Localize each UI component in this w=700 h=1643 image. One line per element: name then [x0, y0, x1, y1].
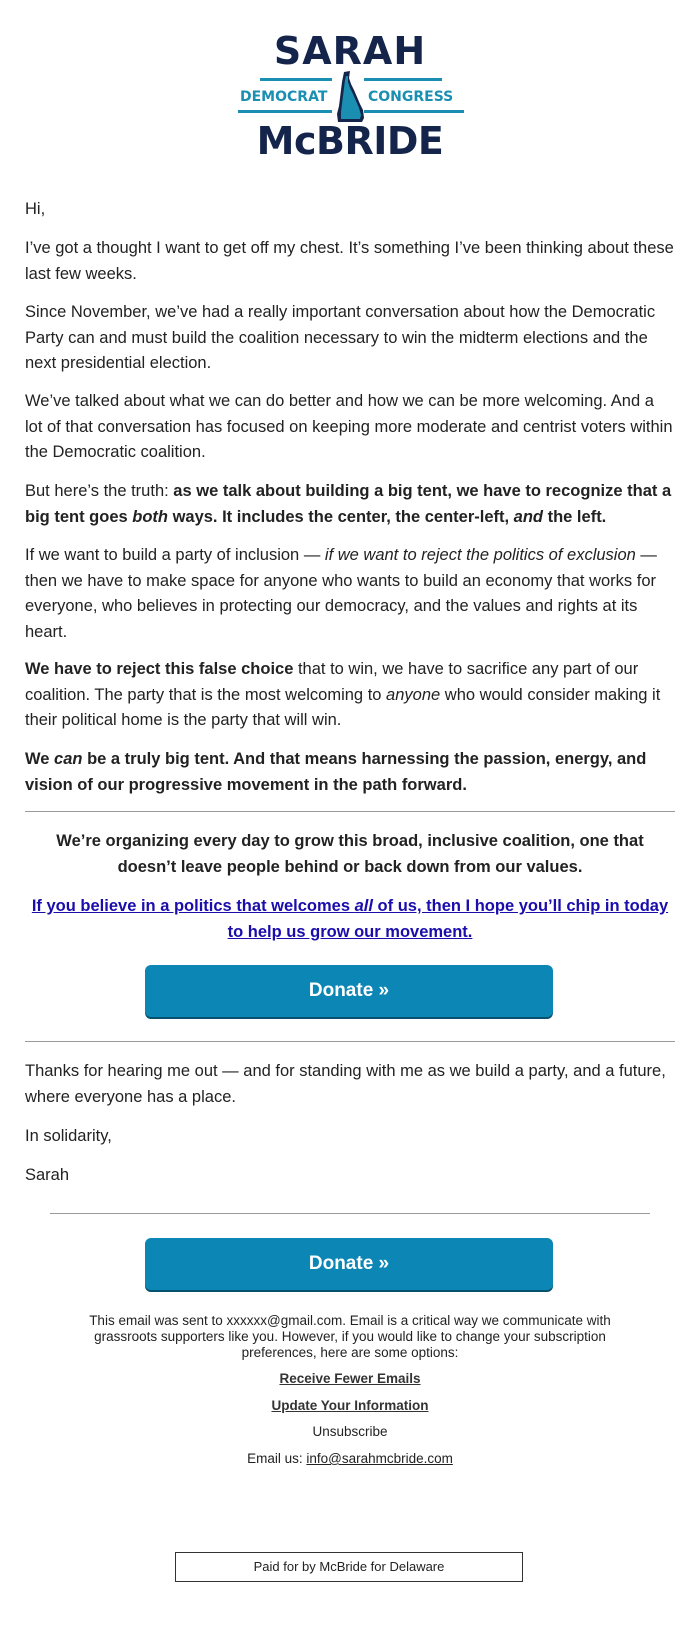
closing-signoff: In solidarity,	[25, 1127, 112, 1145]
donate-button-secondary[interactable]: Donate »	[145, 1238, 553, 1290]
paragraph-4-bold-3: the left.	[543, 507, 607, 526]
paragraph-7-bold-2: be a truly big tent. And that means harnessing the passion, energy, and vision of our progressive movement in the path forward.	[25, 750, 647, 794]
paragraph-7	[25, 747, 675, 798]
appeal-statement: We’re organizing every day to grow this broad, inclusive coalition, one that doesn’t leave people behind or back down from our values.	[56, 832, 644, 876]
update-information-link[interactable]: Update Your Information	[271, 1398, 429, 1413]
footer-notice: This email was sent to xxxxxx@gmail.com. Email is a critical way we communicate with grassroots supporters like you. However, if you would like to change your subscription preferences, here are some options:	[89, 1313, 611, 1360]
email-us-label: Email us:	[247, 1451, 307, 1466]
paragraph-6-rest: who would consider making it their political home is the party that will win.	[25, 685, 661, 729]
logo-rule-left-top	[260, 78, 332, 81]
closing-signature: Sarah	[25, 1166, 70, 1184]
paragraph-6-bold: We have to reject this false choice	[25, 660, 294, 678]
paragraph-7-bold: We	[25, 750, 55, 768]
appeal-link-lead: If you believe in a politics that welcomes	[31, 897, 355, 915]
paragraph-6-emphasis: anyone	[386, 685, 441, 704]
logo-rule-right-bottom	[364, 110, 464, 113]
donate-button-primary[interactable]: Donate »	[145, 965, 553, 1017]
closing-thanks: Thanks for hearing me out — and for standing with me as we build a party, and a future, where everyone has a place.	[25, 1062, 666, 1106]
paragraph-4-bold: as we talk about building a big tent, we have to recognize that a big tent goes	[25, 482, 672, 526]
campaign-logo	[230, 30, 470, 165]
greeting: Hi,	[25, 200, 46, 218]
appeal-donate-link[interactable]	[25, 894, 675, 945]
logo-name-top: SARAH	[273, 29, 427, 73]
appeal-link-rest: of us, then I hope you’ll chip in today to help us grow our movement.	[227, 897, 669, 941]
paragraph-4-bold-2: ways. It includes the center, the center-left,	[167, 507, 514, 526]
paragraph-7-emphasis: can	[54, 750, 83, 768]
logo-office: CONGRESS	[368, 89, 454, 105]
paragraph-5	[25, 543, 675, 645]
paragraph-6	[25, 657, 675, 734]
paragraph-5-rest: — then we have to make space for anyone who wants to build an economy that works for everyone, who believes in protecting our democracy, and the values and rights at its heart.	[25, 546, 657, 641]
appeal-link-emphasis: all	[354, 897, 373, 915]
email-address-link[interactable]: info@sarahmcbride.com	[306, 1451, 453, 1466]
paragraph-4-emphasis-and: and	[513, 507, 544, 526]
email-us-line	[0, 1451, 700, 1466]
paragraph-6-text: that to win, we have to sacrifice any part of our coalition. The party that is the most welcoming to	[25, 660, 639, 704]
paid-for-disclaimer: Paid for by McBride for Delaware	[175, 1552, 523, 1582]
paragraph-5-lead: If we want to build a party of inclusion —	[25, 546, 325, 564]
paragraph-4-lead: But here’s the truth:	[25, 482, 174, 500]
unsubscribe-link[interactable]: Unsubscribe	[312, 1424, 388, 1439]
logo-party: DEMOCRAT	[240, 89, 328, 105]
paragraph-2: Since November, we’ve had a really important conversation about how the Democratic Party can and must build the coalition necessary to win the midterm elections and the next presidential election.	[25, 303, 656, 372]
logo-name-bottom: McBRIDE	[256, 119, 444, 163]
divider-bottom	[50, 1213, 650, 1214]
paragraph-1: I’ve got a thought I want to get off my chest. It’s something I’ve been thinking about these last few weeks.	[25, 239, 674, 283]
paragraph-3: We’ve talked about what we can do better and how we can be more welcoming. And a lot of that conversation has focused on keeping more moderate and centrist voters within the Democratic coalition.	[25, 392, 673, 461]
delaware-state-icon	[332, 70, 366, 124]
paragraph-5-emphasis: if we want to reject the politics of exclusion	[324, 546, 636, 564]
receive-fewer-emails-link[interactable]: Receive Fewer Emails	[279, 1371, 421, 1386]
divider-middle	[25, 1041, 675, 1042]
divider-top	[25, 811, 675, 812]
logo-rule-right-top	[364, 78, 442, 81]
paragraph-4	[25, 479, 675, 530]
paragraph-4-emphasis-both: both	[132, 507, 168, 526]
logo-rule-left-bottom	[238, 110, 332, 113]
